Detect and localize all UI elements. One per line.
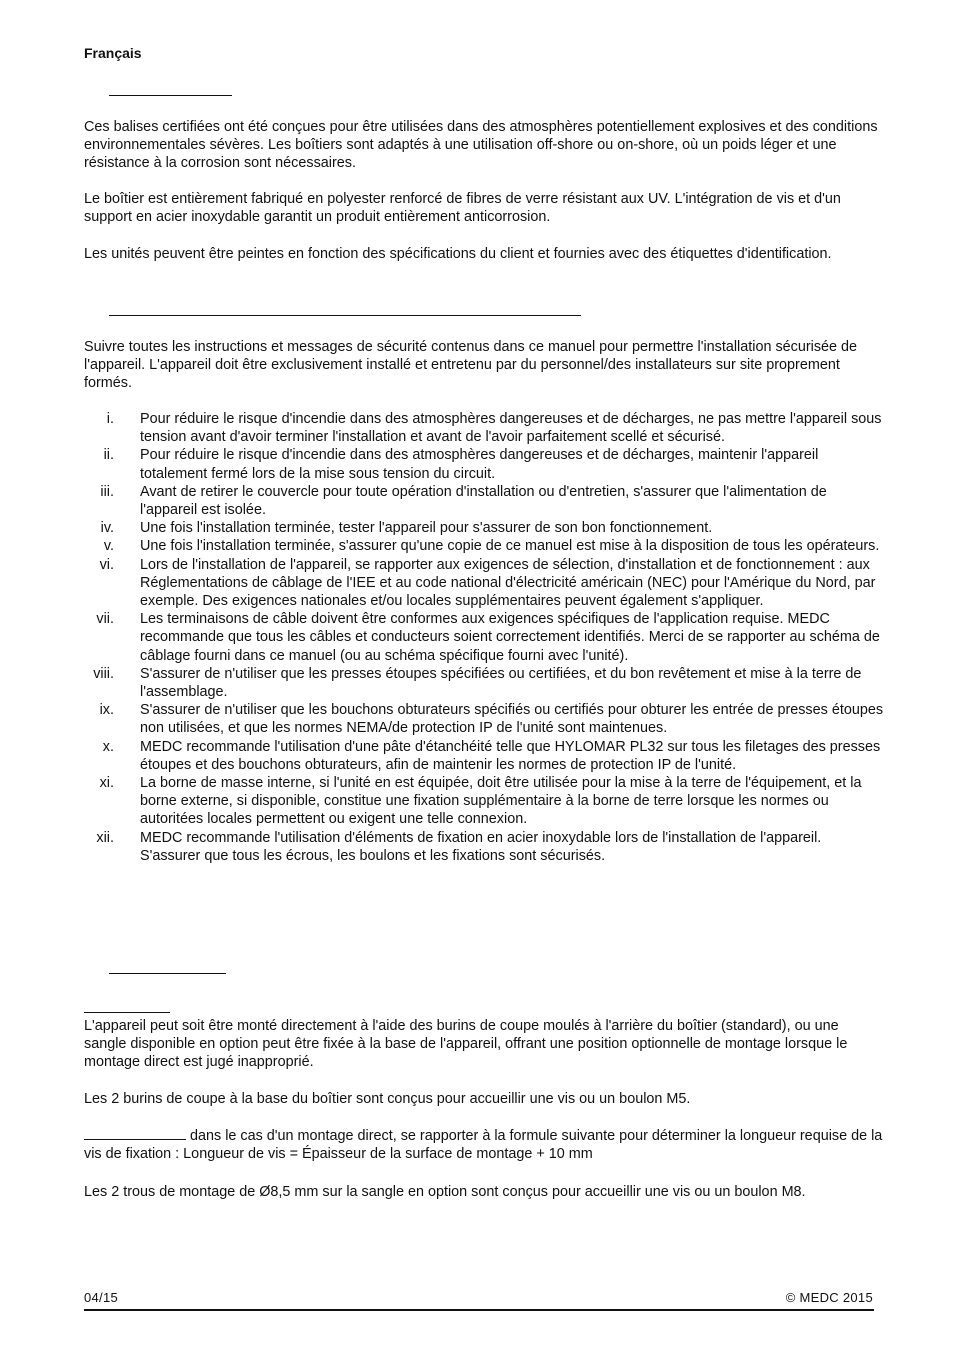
list-item-number: vii. [96,611,114,628]
list-item [84,537,884,555]
language-heading: Français [84,45,142,61]
intro-paragraph-3: Les unités peuvent être peintes en fonction des spécifications du client et fournies avec des étiquettes d'identification. [84,246,832,262]
list-item-number: ix. [99,702,114,719]
list-item [84,610,884,665]
intro-paragraph-2: Le boîtier est entièrement fabriqué en polyester renforcé de fibres de verre résistant aux UV. L'intégration de vis et d'un support en acier inoxydable garantit un produit entièrement anticorrosion. [84,191,841,226]
list-item-number: xi. [99,775,114,792]
blank-heading-placeholder [84,1127,186,1140]
list-item-text: Pour réduire le risque d'incendie dans des atmosphères dangereuses et de décharges, ne pas mettre l'appareil sous tension avant d'avoir terminer l'installation et avant de l'avoir parfaitement scellé et sécurisé. [140,411,882,446]
list-item [84,410,884,446]
list-item-text: S'assurer de n'utiliser que les bouchons obturateurs spécifiés ou certifiés pour obturer les entrée de presses étoupes non utilisées, et que les normes NEMA/de protection IP de l'unité sont maintenues. [140,702,884,737]
intro-paragraph-1: Ces balises certifiées ont été conçues pour être utilisées dans des atmosphères potentiellement explosives et des conditions environnementales sévères. Les boîtiers sont adaptés à une utilisation off-shore ou on-shore, où un poids léger et une résistance à la corrosion sont nécessaires. [84,119,878,172]
section-heading-underline-introduction [109,95,232,96]
mounting-paragraph-3 [84,1127,884,1163]
safety-instructions-list [84,410,884,865]
list-item-text: La borne de masse interne, si l'unité en est équipée, doit être utilisée pour la mise à la terre de l'équipement, et la borne externe, si disponible, constitue une fixation supplémentaire à la borne de terre lorsque les normes ou autoritées locales permettent ou exigent une telle connexion. [140,775,862,828]
list-item-number: iv. [100,520,114,537]
list-item-number: viii. [93,665,114,682]
list-item-number: ii. [103,447,114,464]
list-item-text: Les terminaisons de câble doivent être conformes aux exigences spécifiques de l'application requise. MEDC recommande que tous les câbles et conducteurs soient correctement identifiés. Merci de se rapporter au schéma de câblage fourni dans ce manuel (ou au schéma spécifique fourni avec l'unité). [140,611,880,664]
footer-date: 04/15 [84,1290,119,1305]
list-item [84,483,884,519]
list-item-text: S'assurer de n'utiliser que les presses étoupes spécifiées ou certifiées, et du bon revêtement et mise à la terre de l'assemblage. [140,665,862,701]
mounting-paragraph-4: Les 2 trous de montage de Ø8,5 mm sur la sangle en option sont conçus pour accueillir une vis ou un boulon M8. [84,1184,806,1200]
list-item [84,774,884,829]
list-item-number: vi. [99,556,114,573]
list-item-text: Lors de l'installation de l'appareil, se rapporter aux exigences de sélection, d'installation et de fonctionnement : aux Réglementations de câblage de l'IEE et au code national d'électricité américain (NEC) pour l'Amérique du Nord, par exemple. Des exigences nationales et/ou locales supplémentaires peuvent également s'appliquer. [140,556,876,610]
safety-intro-paragraph: Suivre toutes les instructions et messages de sécurité contenus dans ce manuel pour permettre l'installation sécurisée de l'appareil. L'appareil doit être exclusivement installé et entretenu par du personnel/des installateurs sur site proprement formés. [84,339,858,392]
list-item-text: MEDC recommande l'utilisation d'éléments de fixation en acier inoxydable lors de l'installation de l'appareil. S'assurer que tous les écrous, les boulons et les fixations sont sécurisés. [140,829,822,864]
list-item-number: iii. [100,483,114,500]
list-item-number: xii. [96,829,114,846]
footer-copyright: © MEDC 2015 [785,1290,873,1305]
list-item [84,519,884,537]
list-item-text: Une fois l'installation terminée, tester l'appareil pour s'assurer de son bon fonctionnement. [140,520,713,537]
list-item-number: x. [102,738,114,755]
mounting-paragraph-3-text: dans le cas d'un montage direct, se rapporter à la formule suivante pour déterminer la longueur requise de la vis de fixation : Longueur de vis = Épaisseur de la surface de montage + 10 mm [84,1128,883,1163]
list-item-text: Avant de retirer le couvercle pour toute opération d'installation ou d'entretien, s'assurer que l'alimentation de l'appareil est isolée. [140,483,827,519]
list-item-number: v. [103,538,114,555]
list-item-text: Pour réduire le risque d'incendie dans des atmosphères dangereuses et de décharges, maintenir l'appareil totalement fermé lors de la mise sous tension du circuit. [140,447,819,482]
list-item-number: i. [106,411,114,427]
list-item [84,701,884,737]
list-item-text: MEDC recommande l'utilisation d'une pâte d'étanchéité telle que HYLOMAR PL32 sur tous les filetages des presses étoupes et des bouchons obturateurs, afin de maintenir les normes de protection IP de l'unité. [140,738,881,773]
subheading-underline [84,1012,170,1013]
mounting-paragraph-1: L'appareil peut soit être monté directement à l'aide des burins de coupe moulés à l'arrière du boîtier (standard), ou une sangle disponible en option peut être fixée à la base de l'appareil, offrant une position optionnelle de montage lorsque le montage direct est jugé inapproprié. [84,1018,848,1071]
section-heading-underline-safety [109,315,581,316]
list-item [84,665,884,701]
list-item [84,829,884,865]
list-item [84,556,884,611]
list-item [84,738,884,774]
list-item-text: Une fois l'installation terminée, s'assurer qu'une copie de ce manuel est mise à la disposition de tous les opérateurs. [140,538,880,555]
section-heading-underline-mounting [109,973,226,974]
footer-divider [84,1309,874,1311]
list-item [84,446,884,482]
mounting-paragraph-2: Les 2 burins de coupe à la base du boîtier sont conçus pour accueillir une vis ou un boulon M5. [84,1091,691,1107]
